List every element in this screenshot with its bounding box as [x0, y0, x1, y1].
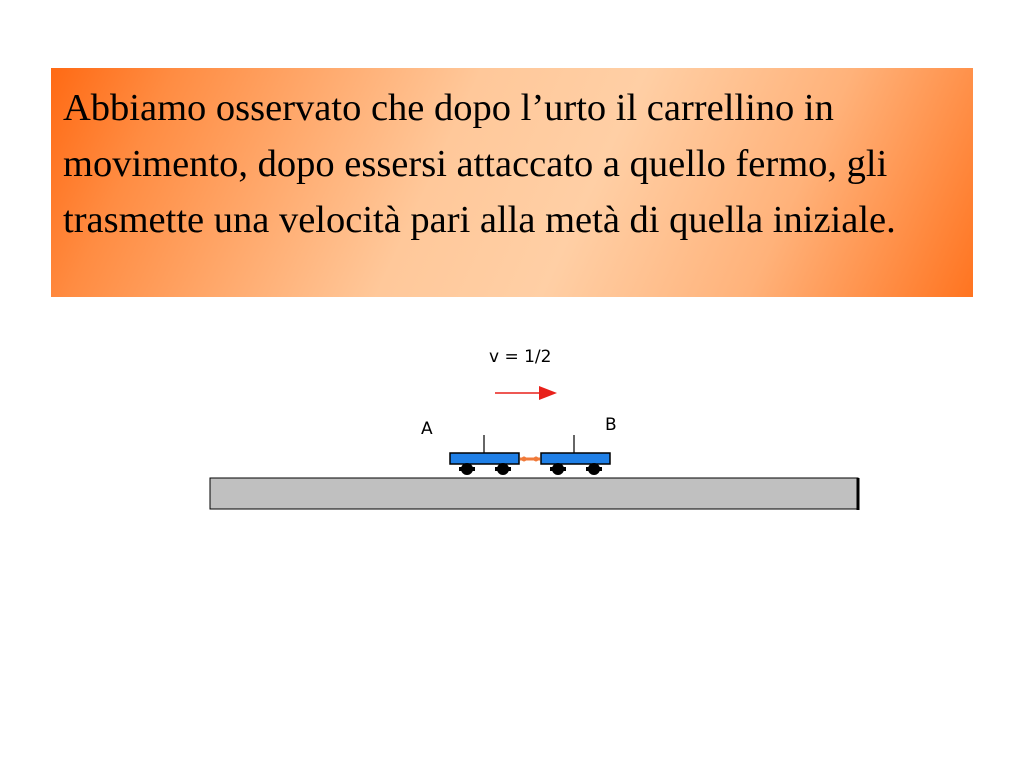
cart-b	[541, 435, 610, 475]
cart-a-wheel-left	[459, 463, 475, 475]
velocity-label: v = 1/2	[489, 347, 552, 367]
cart-b-wheel-right	[586, 463, 602, 475]
track	[210, 478, 858, 510]
cart-a-label: A	[421, 419, 433, 439]
cart-b-label: B	[605, 415, 617, 435]
body-text: Abbiamo osservato che dopo l’urto il carrellino in movimento, dopo essersi attaccato a quello fermo, gli trasmette una velocità pari alla metà di quella iniziale.	[63, 87, 896, 241]
cart-a	[450, 435, 519, 475]
cart-b-wheel-left	[550, 463, 566, 475]
coupler	[520, 457, 540, 462]
velocity-arrow	[495, 386, 557, 400]
cart-a-wheel-right	[495, 463, 511, 475]
